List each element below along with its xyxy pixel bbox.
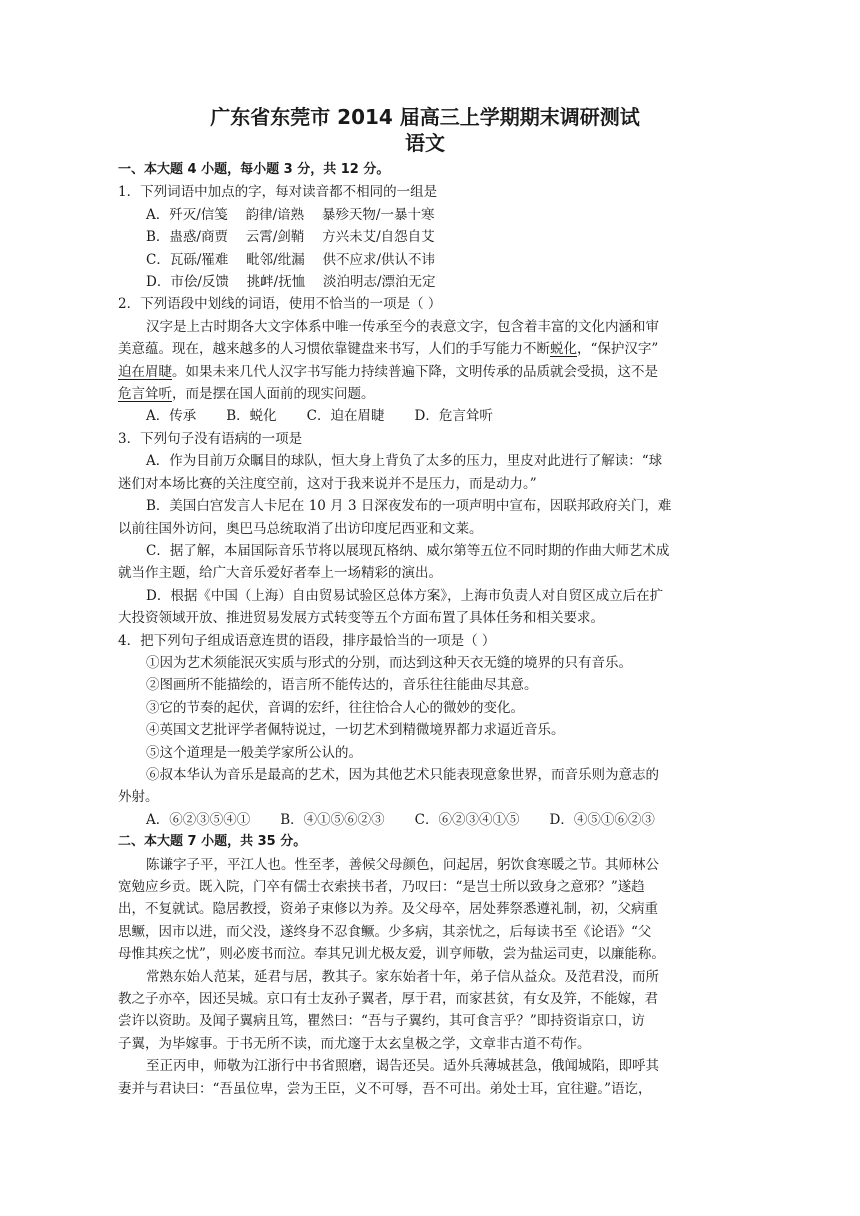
passage-line: 思鳜，因市以进，而父没，遂终身不忍食鳜。少多病，其亲忧之，后每读书至《论语》“父 <box>118 923 652 940</box>
question-3-option-d-line: D．根据《中国（上海）自由贸易试验区总体方案》，上海市负责人对自贸区成立后在扩 <box>146 587 664 604</box>
passage-line: 常熟东始人范某，延君与居，教其子。家东始者十年，弟子信从益众。及范君没，而所 <box>146 968 659 985</box>
question-4-sentence: ③它的节奏的起伏，音调的宏纤，往往恰合人心的微妙的变化。 <box>146 699 524 716</box>
question-3-option-c-line: C．据了解，本届国际音乐节将以展现瓦格纳、威尔第等五位不同时期的作曲大师艺术成 <box>146 542 670 559</box>
underlined-word: 蜕化 <box>550 341 577 358</box>
question-1-option-b: B．蛊惑/商贾 云霄/剑鞘 方兴未艾/自怨自艾 <box>146 229 435 246</box>
question-4-sentence: ②图画所不能描绘的，语言所不能传达的，音乐往往能曲尽其意。 <box>146 677 538 694</box>
section-heading-1: 一、本大题 4 小题，每小题 3 分，共 12 分。 <box>118 162 390 177</box>
question-2-passage-line: 迫在眉睫。如果未来几代人汉字书写能力持续普遍下降，文明传承的品质就会受损，这不是 <box>118 363 658 380</box>
question-4-options <box>118 809 732 831</box>
section-heading-2: 二、本大题 7 小题，共 35 分。 <box>118 834 307 850</box>
question-4-option-d: D．④⑤①⑥②③ <box>549 811 655 828</box>
question-3-stem: 3．下列句子没有语病的一项是 <box>118 430 303 447</box>
exam-page <box>118 104 732 1100</box>
question-1-option-d: D．市侩/反馈 挑衅/抚恤 淡泊明志/漂泊无定 <box>146 274 436 291</box>
question-3-option-b-line: B．美国白宫发言人卡尼在 10 月 3 日深夜发布的一项声明中宣布，因联邦政府关门，难 <box>146 498 672 515</box>
question-2-stem: 2．下列语段中划线的词语，使用不恰当的一项是（ ） <box>118 296 442 313</box>
question-3-option-b-line: 以前往国外访问，奥巴马总统取消了出访印度尼西亚和文莱。 <box>118 520 483 537</box>
question-4-option-a: A．⑥②③⑤④① <box>146 811 251 828</box>
passage-line: 宽勉应乡贡。既入院，门卒有儒士衣索挟书者，乃叹曰：“是岂士所以致身之意邪？”遂趋 <box>118 879 645 895</box>
question-4-stem: 4．把下列句子组成语意连贯的语段，排序最恰当的一项是（ ） <box>118 632 496 649</box>
question-2-option-c: C．迫在眉睫 <box>306 408 385 425</box>
passage-line: 母惟其疾之忧”，则必废书而泣。奉其兄训尤极友爱，训亨师敬，尝为盐运司吏，以廉能称。 <box>118 946 665 963</box>
document-title: 广东省东莞市 2014 届高三上学期期末调研测试 <box>210 105 640 129</box>
question-2-passage-line: 危言耸听，而是摆在国人面前的现实问题。 <box>118 386 375 403</box>
passage-line: 陈谦字子平，平江人也。性至孝，善候父母颜色，问起居，躬饮食寒暖之节。其师林公 <box>146 856 659 873</box>
document-subtitle: 语文 <box>405 131 445 155</box>
question-4-sentence: ④英国文艺批评学者佩特说过，一切艺术到精微境界都力求逼近音乐。 <box>146 722 565 739</box>
question-1-option-c: C．瓦砾/罹难 毗邻/纰漏 供不应求/供认不讳 <box>146 251 436 268</box>
question-4-sentence: ①因为艺术须能泯灭实质与形式的分别，而达到这种天衣无缝的境界的只有音乐。 <box>146 654 632 671</box>
question-2-passage-line: 美意蕴。现在，越来越多的人习惯依靠键盘来书写，人们的手写能力不断蜕化，“保护汉字” <box>118 341 659 358</box>
question-4-option-c: C．⑥②③④①⑤ <box>414 811 520 828</box>
underlined-word: 迫在眉睫 <box>118 363 172 380</box>
passage-line: 子翼，为毕嫁事。于书无所不读，而尤邃于太玄皇极之学，文章非古道不苟作。 <box>118 1035 591 1052</box>
passage-line: 尝许以资助。及闻子翼病且笃，瞿然曰：“吾与子翼约，其可食言乎？”即持资诣京口，访 <box>118 1013 645 1030</box>
question-3-option-c-line: 就当作主题，给广大音乐爱好者奉上一场精彩的演出。 <box>118 565 442 582</box>
question-3-option-a-line: A．作为目前万众瞩目的球队，恒大身上背负了太多的压力，里皮对此进行了解读：“球 <box>146 453 663 470</box>
question-2-option-b: B．蜕化 <box>226 408 277 425</box>
question-2-option-a: A．传承 <box>146 408 197 425</box>
passage-line: 教之子亦卒，因还吴城。京口有士友孙子翼者，厚于君，而家甚贫，有女及笄，不能嫁，君 <box>118 991 658 1008</box>
question-2-passage-line: 汉字是上古时期各大文字体系中唯一传承至今的表意文字，包含着丰富的文化内涵和审 <box>146 318 659 335</box>
question-4-sentence: ⑤这个道理是一般美学家所公认的。 <box>146 744 362 761</box>
passage-line: 出，不复就试。隐居教授，资弟子束修以为养。及父母卒，居处葬祭悉遵礼制，初，父病重 <box>118 901 658 918</box>
underlined-word: 危言耸听 <box>118 386 172 403</box>
question-2-options <box>118 405 732 427</box>
question-2-option-d: D．危言耸听 <box>414 408 493 425</box>
question-4-option-b: B．④①⑤⑥②③ <box>280 811 385 828</box>
passage-line: 至正丙申，师敬为江浙行中书省照磨，谒告还吴。适外兵薄城甚急，俄闻城陷，即呼其 <box>146 1058 659 1075</box>
question-1-option-a: A．歼灭/信笺 韵律/谙熟 暴殄天物/一暴十寒 <box>146 206 435 223</box>
question-3-option-d-line: 大投资领域开放、推进贸易发展方式转变等五个方面布置了具体任务和相关要求。 <box>118 610 604 627</box>
question-4-sentence: ⑥叔本华认为音乐是最高的艺术，因为其他艺术只能表现意象世界，而音乐则为意志的 <box>146 766 659 783</box>
question-1-stem: 1．下列词语中加点的字，每对读音都不相同的一组是 <box>118 184 438 201</box>
passage-line: 妻并与君诀曰：“吾虽位卑，尝为王臣，义不可辱，吾不可出。弟处士耳，宜往避。”语讫， <box>118 1080 652 1097</box>
question-4-sentence: 外射。 <box>118 789 159 806</box>
question-3-option-a-line: 迷们对本场比赛的关注度空前，这对于我来说并不是压力，而是动力。” <box>118 475 537 492</box>
